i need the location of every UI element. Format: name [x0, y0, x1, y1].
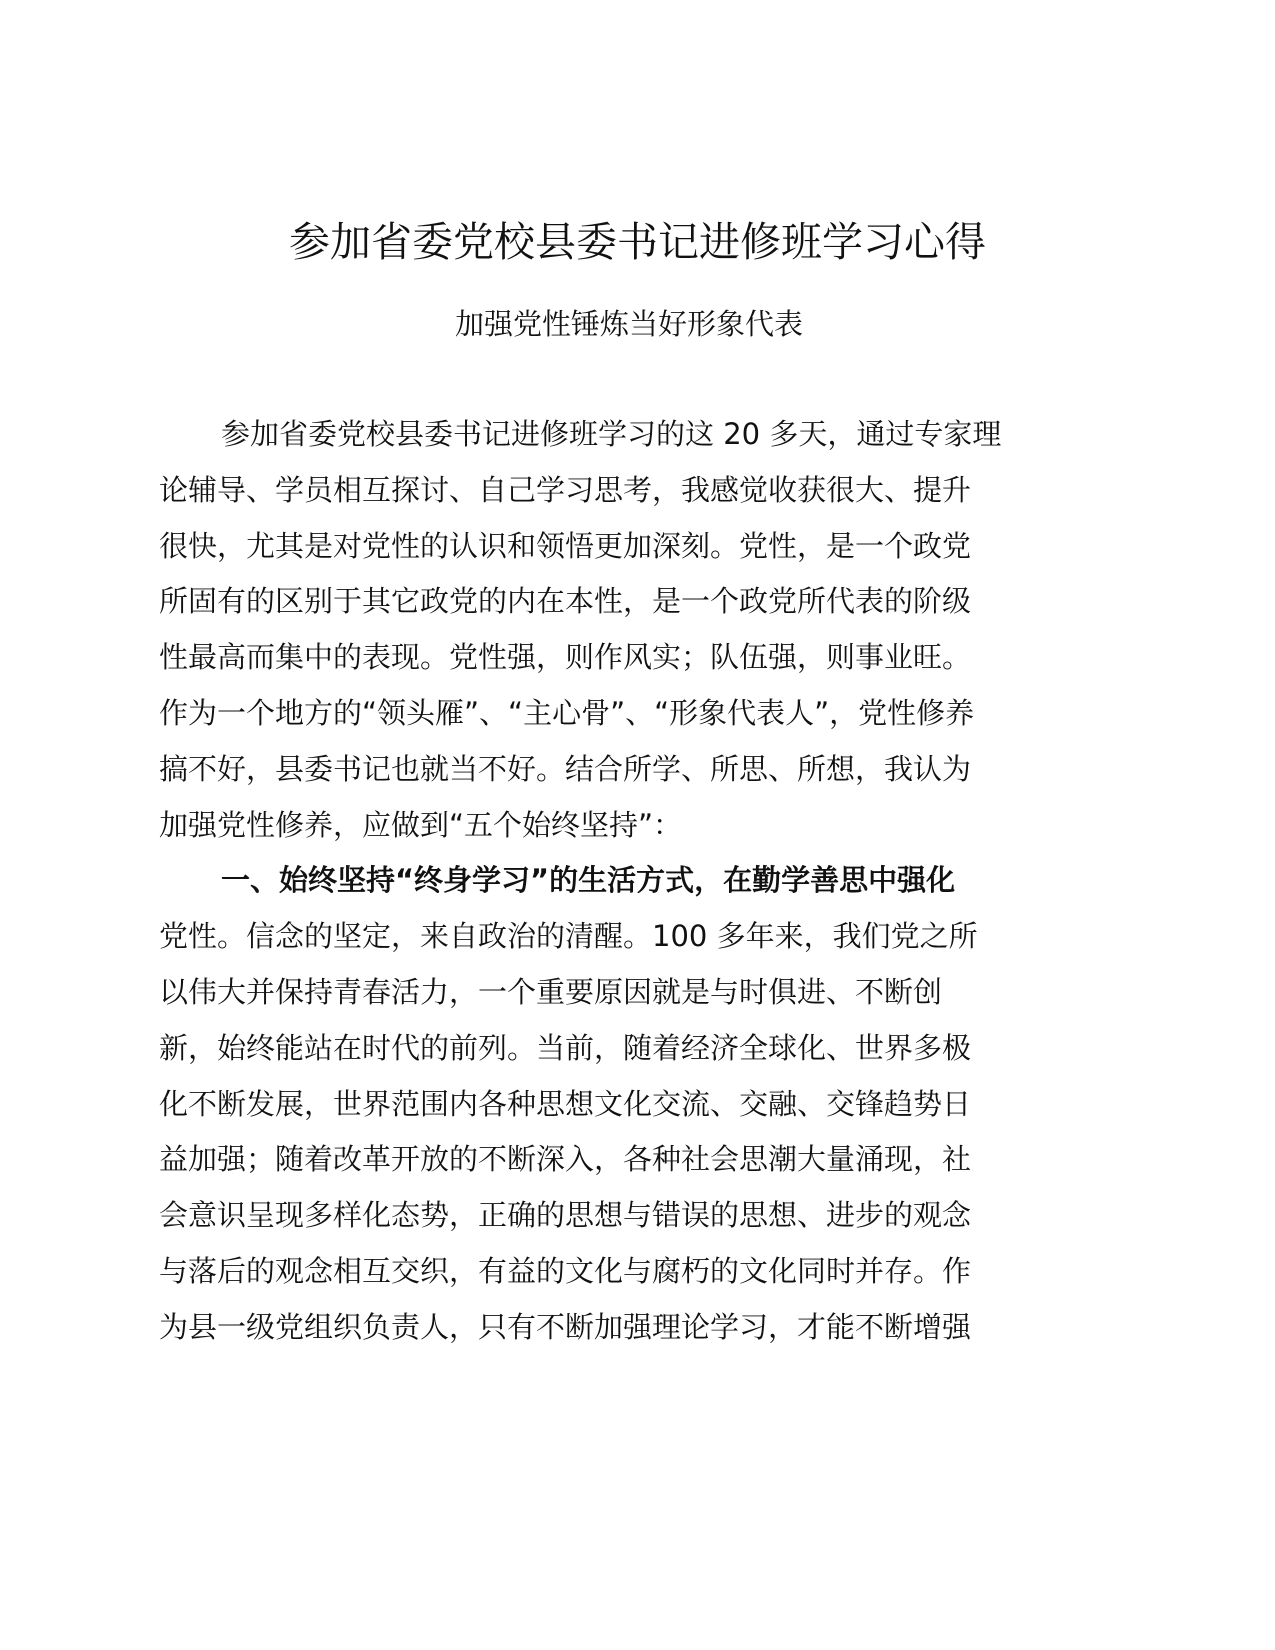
document-body [159, 407, 1079, 1356]
section-heading-line: 一、始终坚持“终身学习”的生活方式，在勤学善思中强化 [221, 863, 956, 898]
body-line: 加强党性修养，应做到“五个始终坚持”： [159, 807, 683, 842]
body-line: 为县一级党组织负责人，只有不断加强理论学习，才能不断增强 [159, 1309, 972, 1344]
body-line: 益加强；随着改革开放的不断深入，各种社会思潮大量涌现，社 [159, 1142, 972, 1177]
body-line: 所固有的区别于其它政党的内在本性，是一个政党所代表的阶级 [159, 584, 972, 619]
document-title: 参加省委党校县委书记进修班学习心得 [289, 218, 986, 266]
body-line: 会意识呈现多样化态势，正确的思想与错误的思想、进步的观念 [159, 1198, 972, 1233]
body-line: 作为一个地方的“领头雁”、“主心骨”、“形象代表人”，党性修养 [159, 695, 975, 730]
body-line: 党性。信念的坚定，来自政治的清醒。100 多年来，我们党之所 [159, 919, 978, 954]
body-line: 以伟大并保持青春活力，一个重要原因就是与时俱进、不断创 [159, 974, 943, 1009]
body-line: 论辅导、学员相互探讨、自己学习思考，我感觉收获很大、提升 [159, 472, 972, 507]
body-line: 新，始终能站在时代的前列。当前，随着经济全球化、世界多极 [159, 1030, 972, 1065]
body-line: 与落后的观念相互交织，有益的文化与腐朽的文化同时并存。作 [159, 1253, 972, 1288]
body-line: 参加省委党校县委书记进修班学习的这 20 多天，通过专家理 [221, 417, 1002, 451]
body-line: 化不断发展，世界范围内各种思想文化交流、交融、交锋趋势日 [159, 1086, 972, 1121]
body-line: 性最高而集中的表现。党性强，则作风实；队伍强，则事业旺。 [159, 640, 972, 675]
body-line: 搞不好，县委书记也就当不好。结合所学、所思、所想，我认为 [159, 751, 972, 786]
document-subtitle: 加强党性锤炼当好形象代表 [455, 307, 804, 341]
body-line: 很快，尤其是对党性的认识和领悟更加深刻。党性，是一个政党 [159, 528, 972, 563]
